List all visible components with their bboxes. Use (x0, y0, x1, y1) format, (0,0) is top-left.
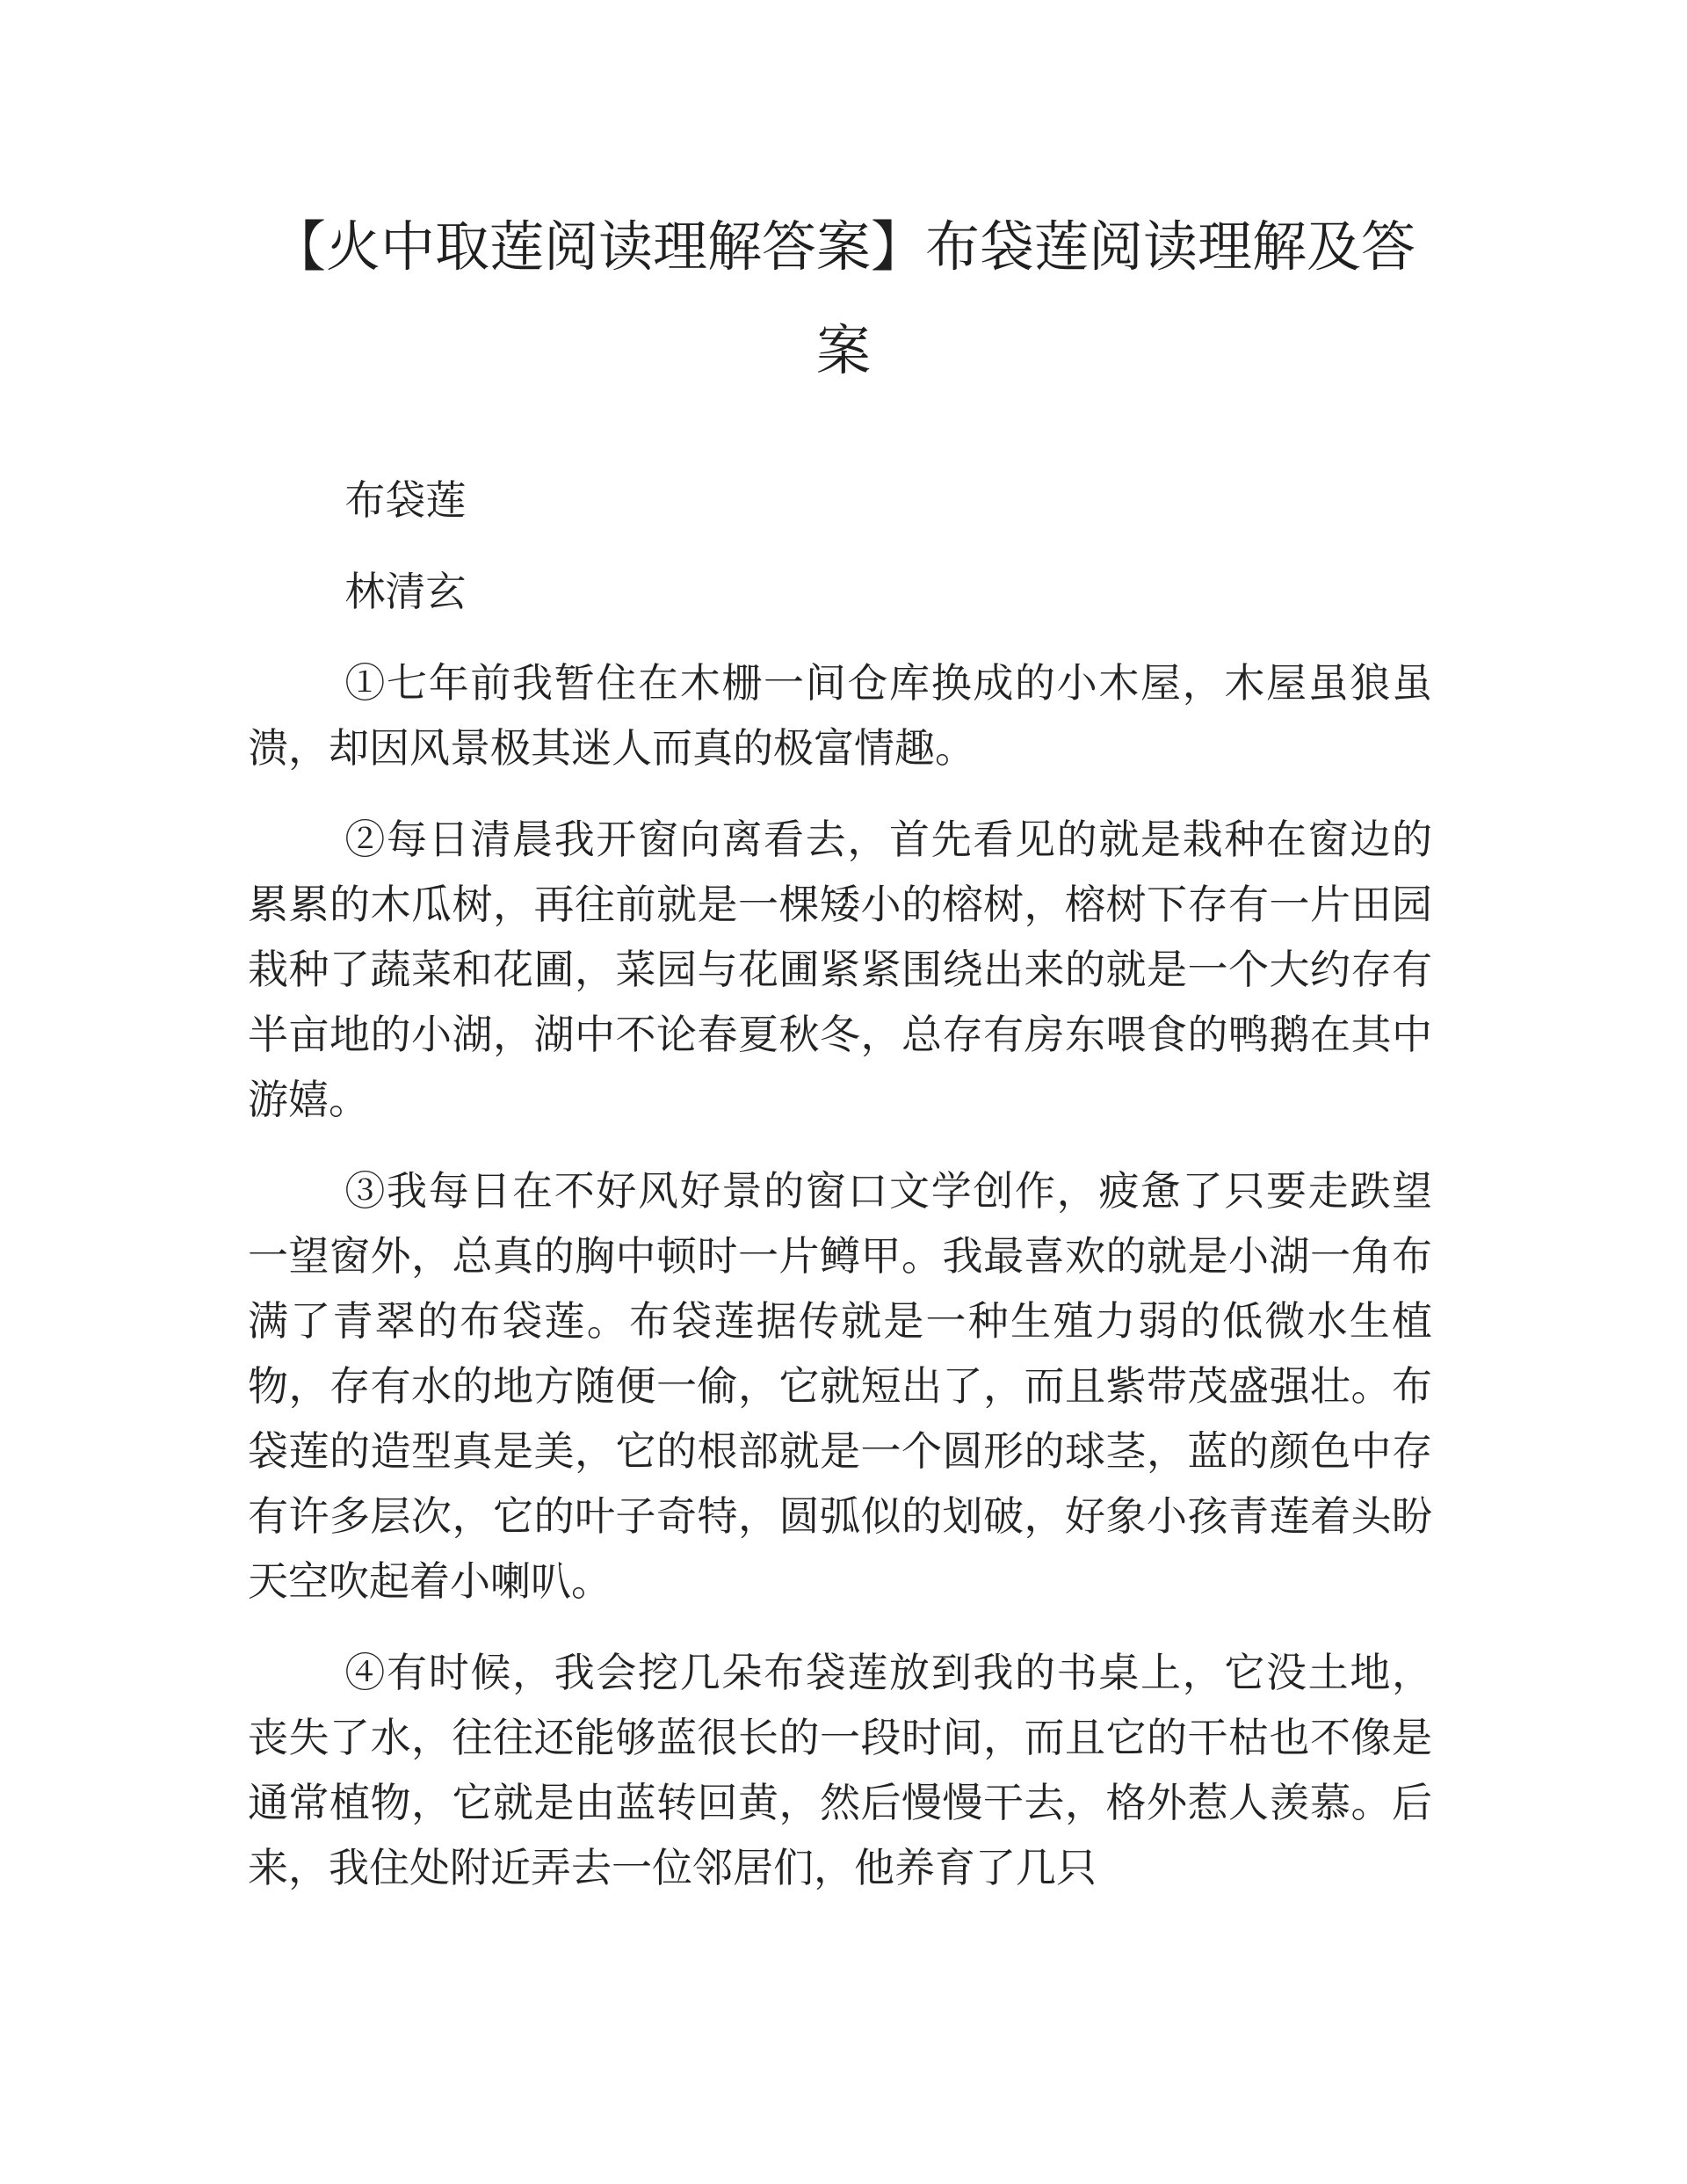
article-title: 布袋莲 (344, 476, 467, 524)
paragraph-3: ③我每日在不好风好景的窗口文学创作，疲惫了只要走跌望一望窗外，总真的胸中顿时一片鳟甲。我最喜欢的就是小湖一角布满了青翠的布袋莲。布袋莲据传就是一种生殖力弱的低微水生植物，存有水的地方随便一偷，它就短出了，而且紫带茂盛强壮。布袋莲的造型真是美，它的根部就是一个圆形的球茎，蓝的颜色中存有许多层次，它的叶子奇特，圆弧似的划破，好象小孩青莲着头盼天空吹起着小喇叭。 (248, 1167, 1432, 1605)
paragraph-2: ②每日清晨我开窗向离看去，首先看见的就是栽种在窗边的累累的木瓜树，再往前就是一棵矮小的榕树，榕树下存有一片田园栽种了蔬菜和花圃，菜园与花圃紧紧围绕出来的就是一个大约存有半亩地的小湖，湖中不论春夏秋冬，总存有房东喂食的鸭鹅在其中游嬉。 (248, 816, 1432, 1123)
paragraph-1: ①七年前我暂住在木栅一间仓库换成的小木屋，木屋虽狼虽溃，却因风景极其迷人而真的极富情趣。 (248, 659, 1432, 772)
article-author: 林清玄 (344, 568, 467, 615)
document-body (248, 468, 1432, 1926)
paragraph-4: ④有时候，我会挖几朵布袋莲放到我的书桌上，它没土地，丧失了水，往往还能够蓝很长的一段时间，而且它的干枯也不像是通常植物，它就是由蓝转回黄，然后慢慢干去，格外惹人羡慕。后来，我住处附近弄去一位邻居们，他养育了几只 (248, 1649, 1432, 1891)
document-title: 【火中取莲阅读理解答案】布袋莲阅读理解及答案 (271, 214, 1415, 382)
